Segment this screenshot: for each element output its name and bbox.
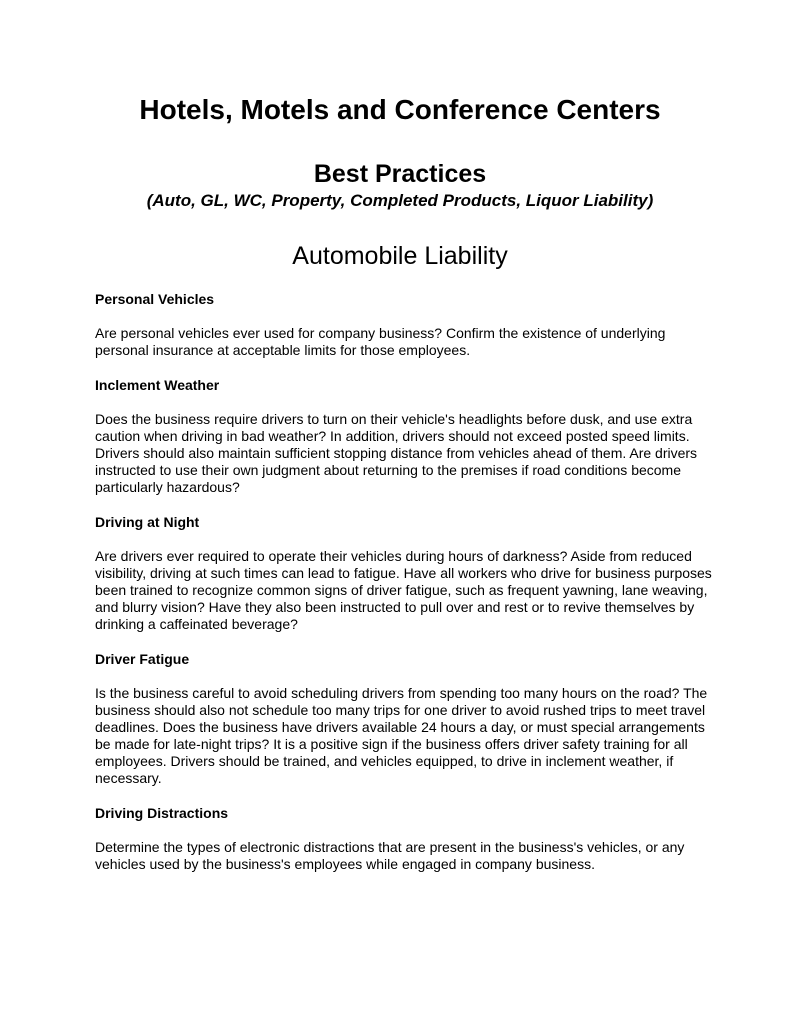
subsection-heading: Personal Vehicles: [95, 291, 215, 307]
subsection-body: Are personal vehicles ever used for company business? Confirm the existence of underlying personal insurance at acceptable limits for those employees.: [95, 325, 666, 358]
subsection-heading: Driving at Night: [95, 514, 200, 530]
subsection-driving-at-night: [95, 513, 715, 633]
subsection-driver-fatigue: [95, 650, 715, 787]
section-title: Automobile Liability: [292, 242, 508, 270]
subsection-body: Is the business careful to avoid scheduling drivers from spending too many hours on the road? The business should also not schedule too many trips for one driver to avoid rushed trips to meet travel deadlines. Does the business have drivers available 24 hours a day, or must special arrangements be made for late-night trips? It is a positive sign if the business offers driver safety training for all employees. Drivers should be trained, and vehicles equipped, to drive in inclement weather, if necessary.: [95, 685, 708, 786]
subsection-inclement-weather: [95, 376, 715, 496]
coverage-list: (Auto, GL, WC, Property, Completed Products, Liquor Liability): [146, 191, 654, 210]
subsection-body: Determine the types of electronic distractions that are present in the business's vehicles, or any vehicles used by the business's employees while engaged in company business.: [95, 839, 685, 872]
subsection-heading: Driver Fatigue: [95, 651, 190, 667]
subsection-heading: Driving Distractions: [95, 805, 229, 821]
subsection-driving-distractions: [95, 804, 715, 873]
subsection-personal-vehicles: [95, 290, 715, 359]
subsection-heading: Inclement Weather: [95, 377, 220, 393]
section-content: [95, 290, 715, 890]
subsection-body: Are drivers ever required to operate their vehicles during hours of darkness? Aside from reduced visibility, driving at such times can lead to fatigue. Have all workers who drive for business purposes been trained to recognize common signs of driver fatigue, such as frequent yawning, lane weaving, and blurry vision? Have they also been instructed to pull over and rest or to revive themselves by drinking a caffeinated beverage?: [95, 548, 712, 632]
document-title: Hotels, Motels and Conference Centers: [139, 94, 661, 125]
document-subtitle: Best Practices: [313, 160, 487, 188]
subsection-body: Does the business require drivers to turn on their vehicle's headlights before dusk, and use extra caution when driving in bad weather? In addition, drivers should not exceed posted speed limits. Drivers should also maintain sufficient stopping distance from vehicles ahead of them. Are drivers instructed to use their own judgment about returning to the premises if road conditions become particularly hazardous?: [95, 411, 698, 495]
